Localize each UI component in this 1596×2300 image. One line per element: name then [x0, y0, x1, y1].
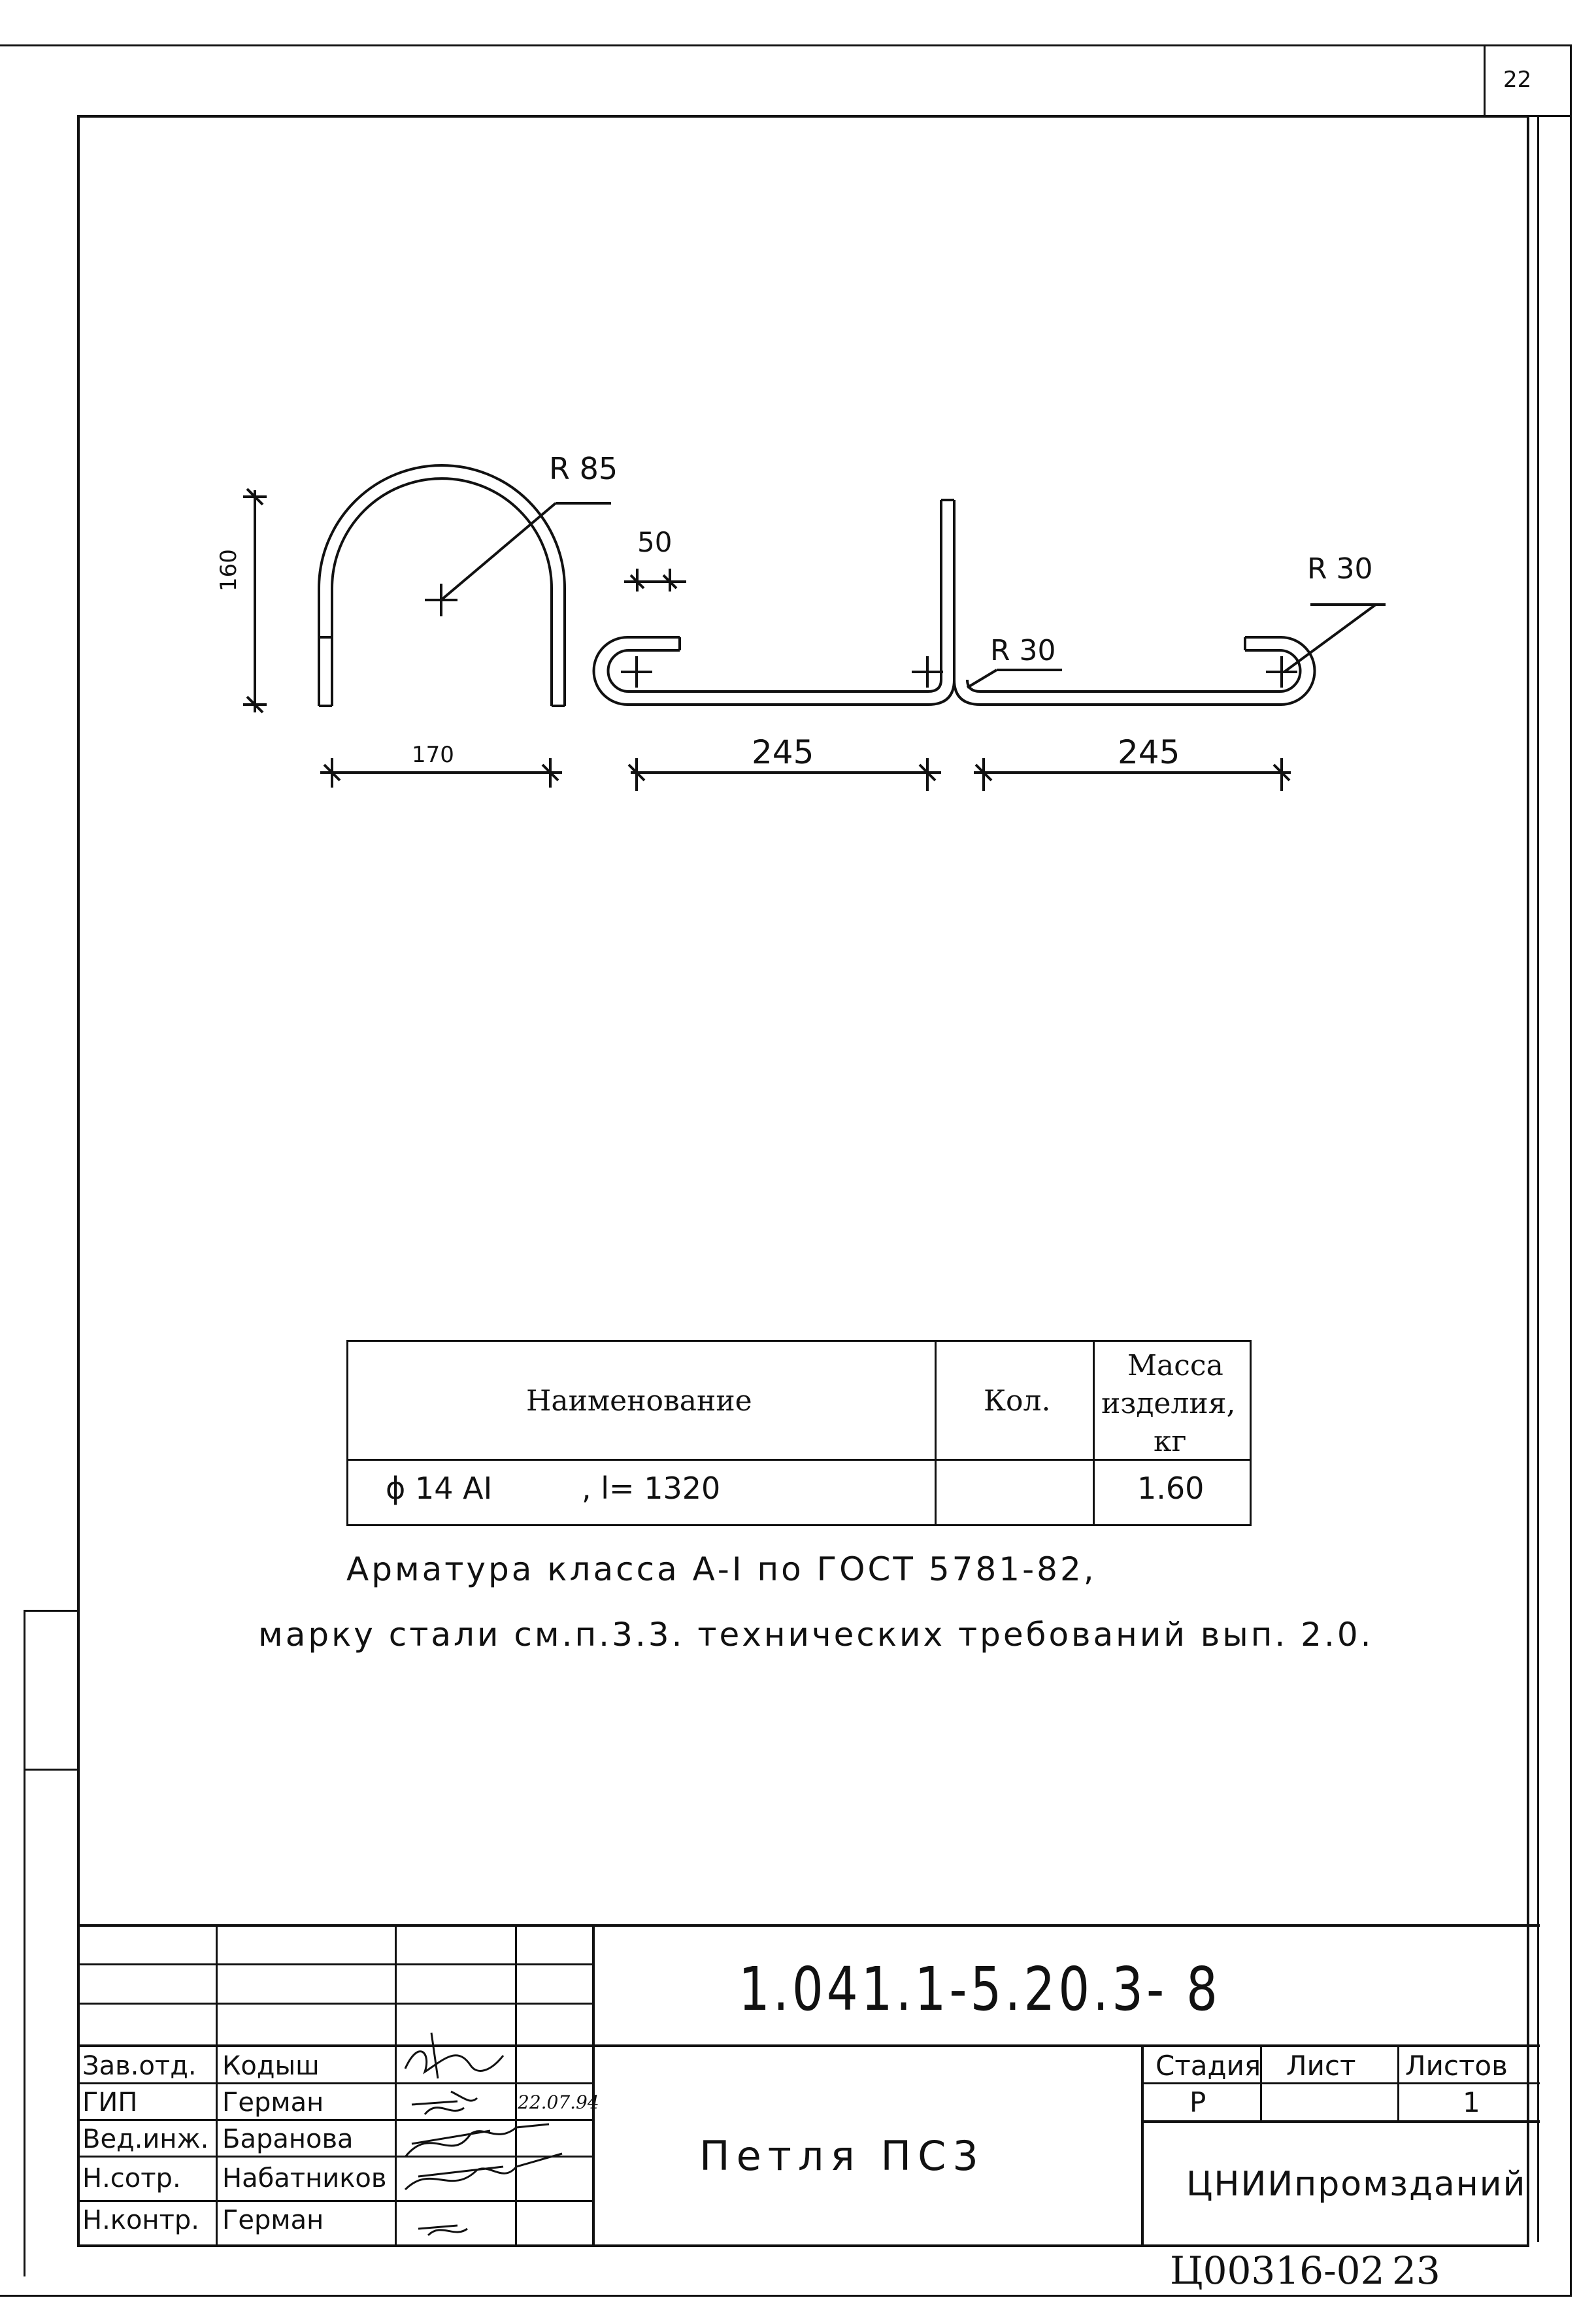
approval-date: 22.07.94 [518, 2092, 599, 2113]
stage-label: Стадия [1155, 2050, 1261, 2082]
role-3: Вед.инж. [82, 2124, 209, 2154]
radius-right-label: R 30 [1307, 552, 1373, 586]
note-line-1: Арматура класса А-I по ГОСТ 5781-82, [346, 1550, 1097, 1588]
name-1: Кодыш [222, 2051, 320, 2081]
signature-3 [405, 2124, 549, 2157]
sheets-label: Листов [1405, 2050, 1508, 2082]
spec-header-mass-3: кг [1154, 1425, 1187, 1458]
archive-code: Ц00316-02 [1170, 2248, 1385, 2293]
role-4: Н.сотр. [82, 2163, 181, 2193]
role-5: Н.контр. [82, 2205, 199, 2235]
sheets-value: 1 [1463, 2086, 1480, 2118]
signature-2 [412, 2092, 477, 2114]
spec-header-qty: Кол. [984, 1384, 1051, 1418]
signatures [392, 1993, 614, 2242]
signature-4 [405, 2154, 562, 2190]
name-5: Герман [222, 2205, 324, 2235]
name-3: Баранова [222, 2124, 354, 2154]
sheet-label: Лист [1286, 2050, 1356, 2082]
rebar-drawing [0, 0, 1596, 850]
stage-value: Р [1189, 2086, 1206, 2118]
spec-row-name: ϕ 14 AI [386, 1471, 493, 1506]
role-1: Зав.отд. [82, 2051, 197, 2081]
dim-height-label: 160 [216, 549, 242, 592]
spec-row-mass: 1.60 [1137, 1471, 1205, 1506]
signature-1 [405, 2033, 503, 2078]
signature-5 [418, 2225, 467, 2235]
dim-right-label: 245 [1118, 733, 1180, 771]
spec-row-length: , l= 1320 [582, 1471, 721, 1506]
spec-header-mass-2: изделия, [1101, 1387, 1236, 1420]
name-4: Набатников [222, 2163, 387, 2193]
page-number: 22 [1503, 67, 1532, 93]
dim-hook-label: 50 [637, 526, 673, 558]
archive-page: 23 [1392, 2248, 1440, 2293]
binding-strip-lower [24, 1767, 79, 2276]
spec-header-mass-1: Масса [1127, 1349, 1223, 1382]
radius-mid-label: R 30 [990, 634, 1056, 667]
organization: ЦНИИпромзданий [1186, 2165, 1527, 2204]
role-2: ГИП [82, 2088, 138, 2118]
binding-strip-upper [24, 1610, 79, 1771]
dim-u-width-label: 170 [412, 742, 454, 768]
spec-header-name: Наименование [526, 1384, 752, 1418]
dim-left-label: 245 [752, 733, 814, 771]
radius-top-label: R 85 [549, 451, 618, 486]
note-line-2: марку стали см.п.3.3. технических требований вып. 2.0. [258, 1616, 1374, 1654]
name-2: Герман [222, 2088, 324, 2118]
document-code: 1.041.1-5.20.3- 8 [739, 1954, 1221, 2024]
document-title: Петля ПС3 [699, 2132, 985, 2180]
